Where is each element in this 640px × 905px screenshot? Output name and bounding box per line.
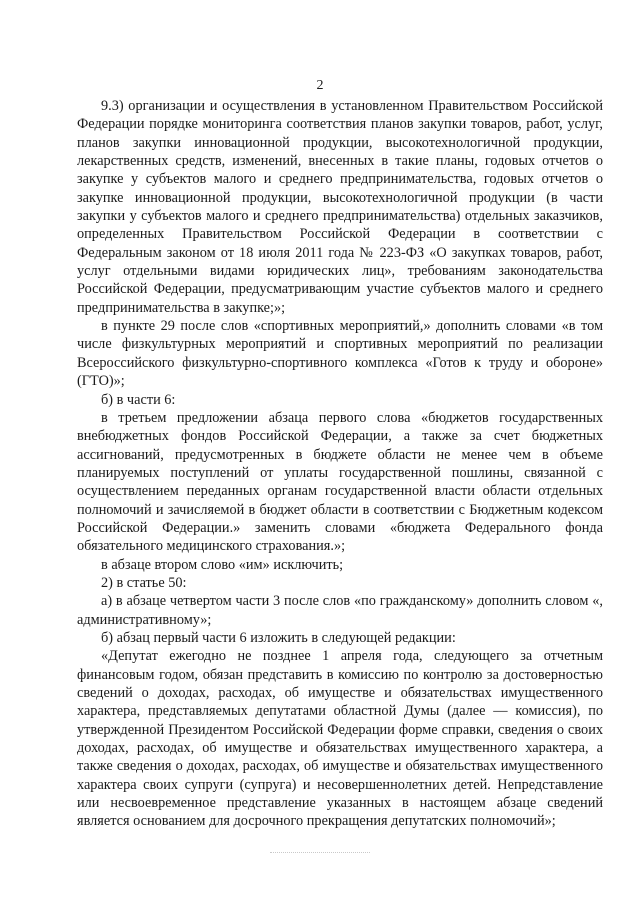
paragraph-point-29: в пункте 29 после слов «спортивных мероприятий,» дополнить словами «в том числе физкультурных мероприятий и спортивных мероприятий по реализации Всероссийского физкультурно-спортивного комплекса «Готов к труду и обороне» (ГТО)»;	[77, 318, 603, 390]
paragraph-third-sentence: в третьем предложении абзаца первого слова «бюджетов государственных внебюджетных фондов Российской Федерации, а также за счет бюджетных ассигнований, предусмотренных в бюджете области не менее чем в объеме планируемых поступлений от уплаты государственной пошлины, связанной с осуществлением переданных органам государственной власти области отдельных полномочий и зачисляемой в бюджет области в соответствии с Бюджетным кодексом Российской Федерации.» заменить словами «бюджета Федерального фонда обязательного медицинского страхования.»;	[77, 409, 603, 555]
paragraph-part-3: а) в абзаце четвертом части 3 после слов «по гражданскому» дополнить словом «, административному»;	[77, 593, 603, 628]
document-body	[77, 97, 603, 831]
paragraph-9-3: 9.3) организации и осуществления в установленном Правительством Российской Федерации порядке мониторинга соответствия планов закупки товаров, работ, услуг, планов закупки инновационной продукции, высокотехнологичной продукции, лекарственных средств, изменений, внесенных в такие планы, годовых отчетов о закупке у субъектов малого и среднего предпринимательства, годовых отчетов о закупке инновационной продукции, высокотехнологичной продукции (в части закупки у субъектов малого и среднего предпринимательства) отдельных заказчиков, определенных Правительством Российской Федерации в соответствии с Федеральным законом от 18 июля 2011 года № 223-ФЗ «О закупках товаров, работ, услуг отдельными видами юридических лиц», требованиям законодательства Российской Федерации, предусматривающим участие субъектов малого и среднего предпринимательства в закупке;»;	[77, 98, 603, 316]
paragraph-part-6-first: б) абзац первый части 6 изложить в следующей редакции:	[101, 629, 456, 646]
scan-artifact	[270, 852, 370, 855]
paragraph-article-50: 2) в статье 50:	[101, 574, 187, 591]
paragraph-second-abzac: в абзаце втором слово «им» исключить;	[101, 556, 344, 573]
paragraph-deputy-quote: «Депутат ежегодно не позднее 1 апреля года, следующего за отчетным финансовым годом, обязан представить в комиссию по контролю за достоверностью сведений о доходах, расходах, об имуществе и обязательствах имущественного характера, представляемых депутатами областной Думы (далее — комиссия), по утвержденной Президентом Российской Федерации форме справки, сведения о своих доходах, расходах, об имуществе и обязательствах имущественного характера, а также сведения о доходах, расходах, об имуществе и обязательствах имущественного характера своих супруги (супруга) и несовершеннолетних детей. Непредставление или несвоевременное представление указанных в настоящем абзаце сведений является основанием для досрочного прекращения депутатских полномочий»;	[77, 648, 603, 830]
page-number: 2	[316, 78, 324, 93]
paragraph-part-6-heading: б) в части 6:	[101, 391, 176, 408]
